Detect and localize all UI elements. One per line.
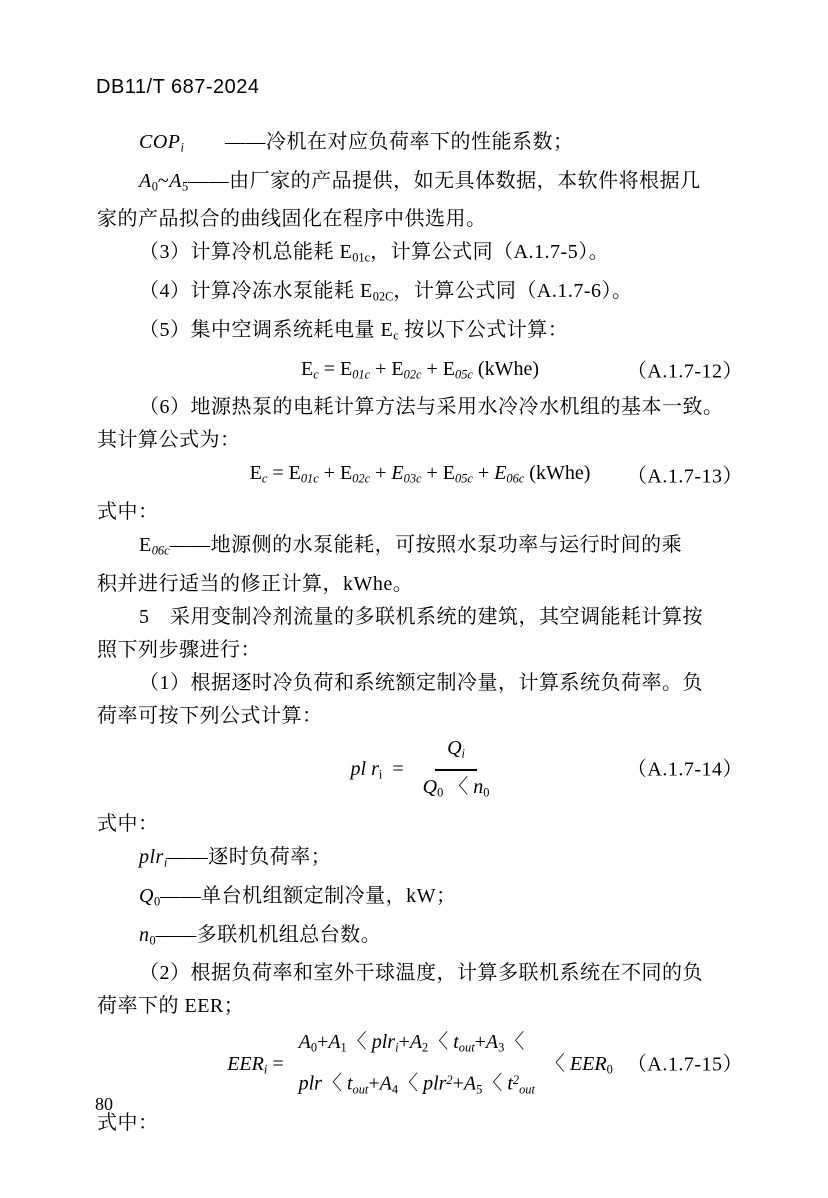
step-6-line1: （6）地源热泵的电耗计算方法与采用水冷冷水机组的基本一致。 — [139, 396, 724, 419]
definition-plri: plr$_i$——逐时负荷率； — [139, 846, 332, 870]
formula-tail: 〈 $EER_0$ — [544, 1052, 613, 1077]
equation-number: （A.1.7-13） — [626, 465, 743, 488]
formula-notes-label-3: 式中： — [97, 1112, 159, 1135]
formula-lhs: pl $r_i$ = — [350, 758, 414, 782]
fraction-denominator: $Q_0$ 〈 $n_0$ — [422, 776, 490, 801]
step-3-line: （3）计算冷机总能耗 $E_{01c}$，计算公式同（A.1.7-5）。 — [139, 241, 610, 266]
formula-stack-rows — [299, 1026, 535, 1105]
standard-number: DB11/T 687-2024 — [96, 76, 260, 98]
formula-expression — [227, 1026, 613, 1105]
formula-lhs: $EER_i$ = — [227, 1052, 289, 1077]
vrf-step-1-line1: （1）根据逐时冷负荷和系统额定制冷量，计算系统负荷率。负 — [139, 671, 703, 694]
formula-notes-label-1: 式中： — [97, 501, 159, 524]
definition-e06c-line2: 积并进行适当的修正计算，kWhe。 — [97, 572, 414, 595]
vrf-step-2-line1: （2）根据负荷率和室外干球温度，计算多联机系统在不同的负 — [139, 962, 703, 985]
formula-expression: $E_c = E_{01c} + E_{02c} + E_{03c} + E_{05c} + E_{06c}$ (kWhe) — [249, 462, 591, 487]
formula-stack-row1: $A_0+A_1$〈 $plr_i+A_2$〈 $t_{out}+A_3$〈 — [298, 1030, 525, 1055]
page-number: 80 — [95, 1094, 113, 1114]
equation-number: （A.1.7-15） — [626, 1053, 743, 1076]
section-5-line2: 照下列步骤进行： — [97, 638, 261, 661]
formula-stack-row2: plr〈 $t_{out}+A_4$〈 $plr^2+A_5$〈 $t^2_{out}$ — [298, 1072, 535, 1096]
section-5-line1: 5 采用变制冷剂流量的多联机系统的建筑，其空调能耗计算按 — [139, 605, 703, 628]
fraction-numerator: $Q_i$ — [435, 733, 477, 772]
definition-a-coefficients-line1: $A_0\sim A_5——$由厂家的产品提供，如无具体数据，本软件将根据几 — [139, 169, 701, 194]
formula-a-1-7-12 — [97, 353, 743, 392]
formula-a-1-7-14 — [97, 733, 743, 808]
definition-e06c-line1: $E_{06c}——$地源侧的水泵能耗，可按照水泵功率与运行时间的乘 — [139, 534, 683, 558]
equation-number: （A.1.7-12） — [626, 360, 743, 383]
equation-number: （A.1.7-14） — [626, 758, 743, 781]
formula-a-1-7-15 — [97, 1023, 743, 1107]
document-body — [97, 126, 743, 1140]
vrf-step-2-line2: 荷率下的 EER； — [97, 995, 245, 1018]
formula-a-1-7-13 — [97, 457, 743, 496]
step-5-line: （5）集中空调系统耗电量 $E_c$ 按以下公式计算： — [139, 318, 569, 343]
definition-q0: $Q_0——$单台机组额定制冷量，kW； — [139, 884, 457, 909]
formula-expression: $E_c = E_{01c} + E_{02c} + E_{05c}$ (kWhe) — [301, 357, 539, 382]
formula-expression — [351, 733, 490, 808]
definition-n0: $n_0——$多联机机组总台数。 — [139, 923, 382, 948]
definition-cop: $COP_i$ ——冷机在对应负荷率下的性能系数； — [139, 131, 574, 155]
fraction — [423, 733, 490, 808]
step-4-line: （4）计算冷冻水泵能耗 $E_{02C}$，计算公式同（A.1.7-6）。 — [139, 280, 633, 304]
definition-a-coefficients-line2: 家的产品拟合的曲线固化在程序中供选用。 — [97, 208, 487, 231]
vrf-step-1-line2: 荷率可按下列公式计算： — [97, 704, 323, 727]
step-6-line2: 其计算公式为： — [97, 429, 241, 452]
formula-notes-label-2: 式中： — [97, 813, 159, 836]
